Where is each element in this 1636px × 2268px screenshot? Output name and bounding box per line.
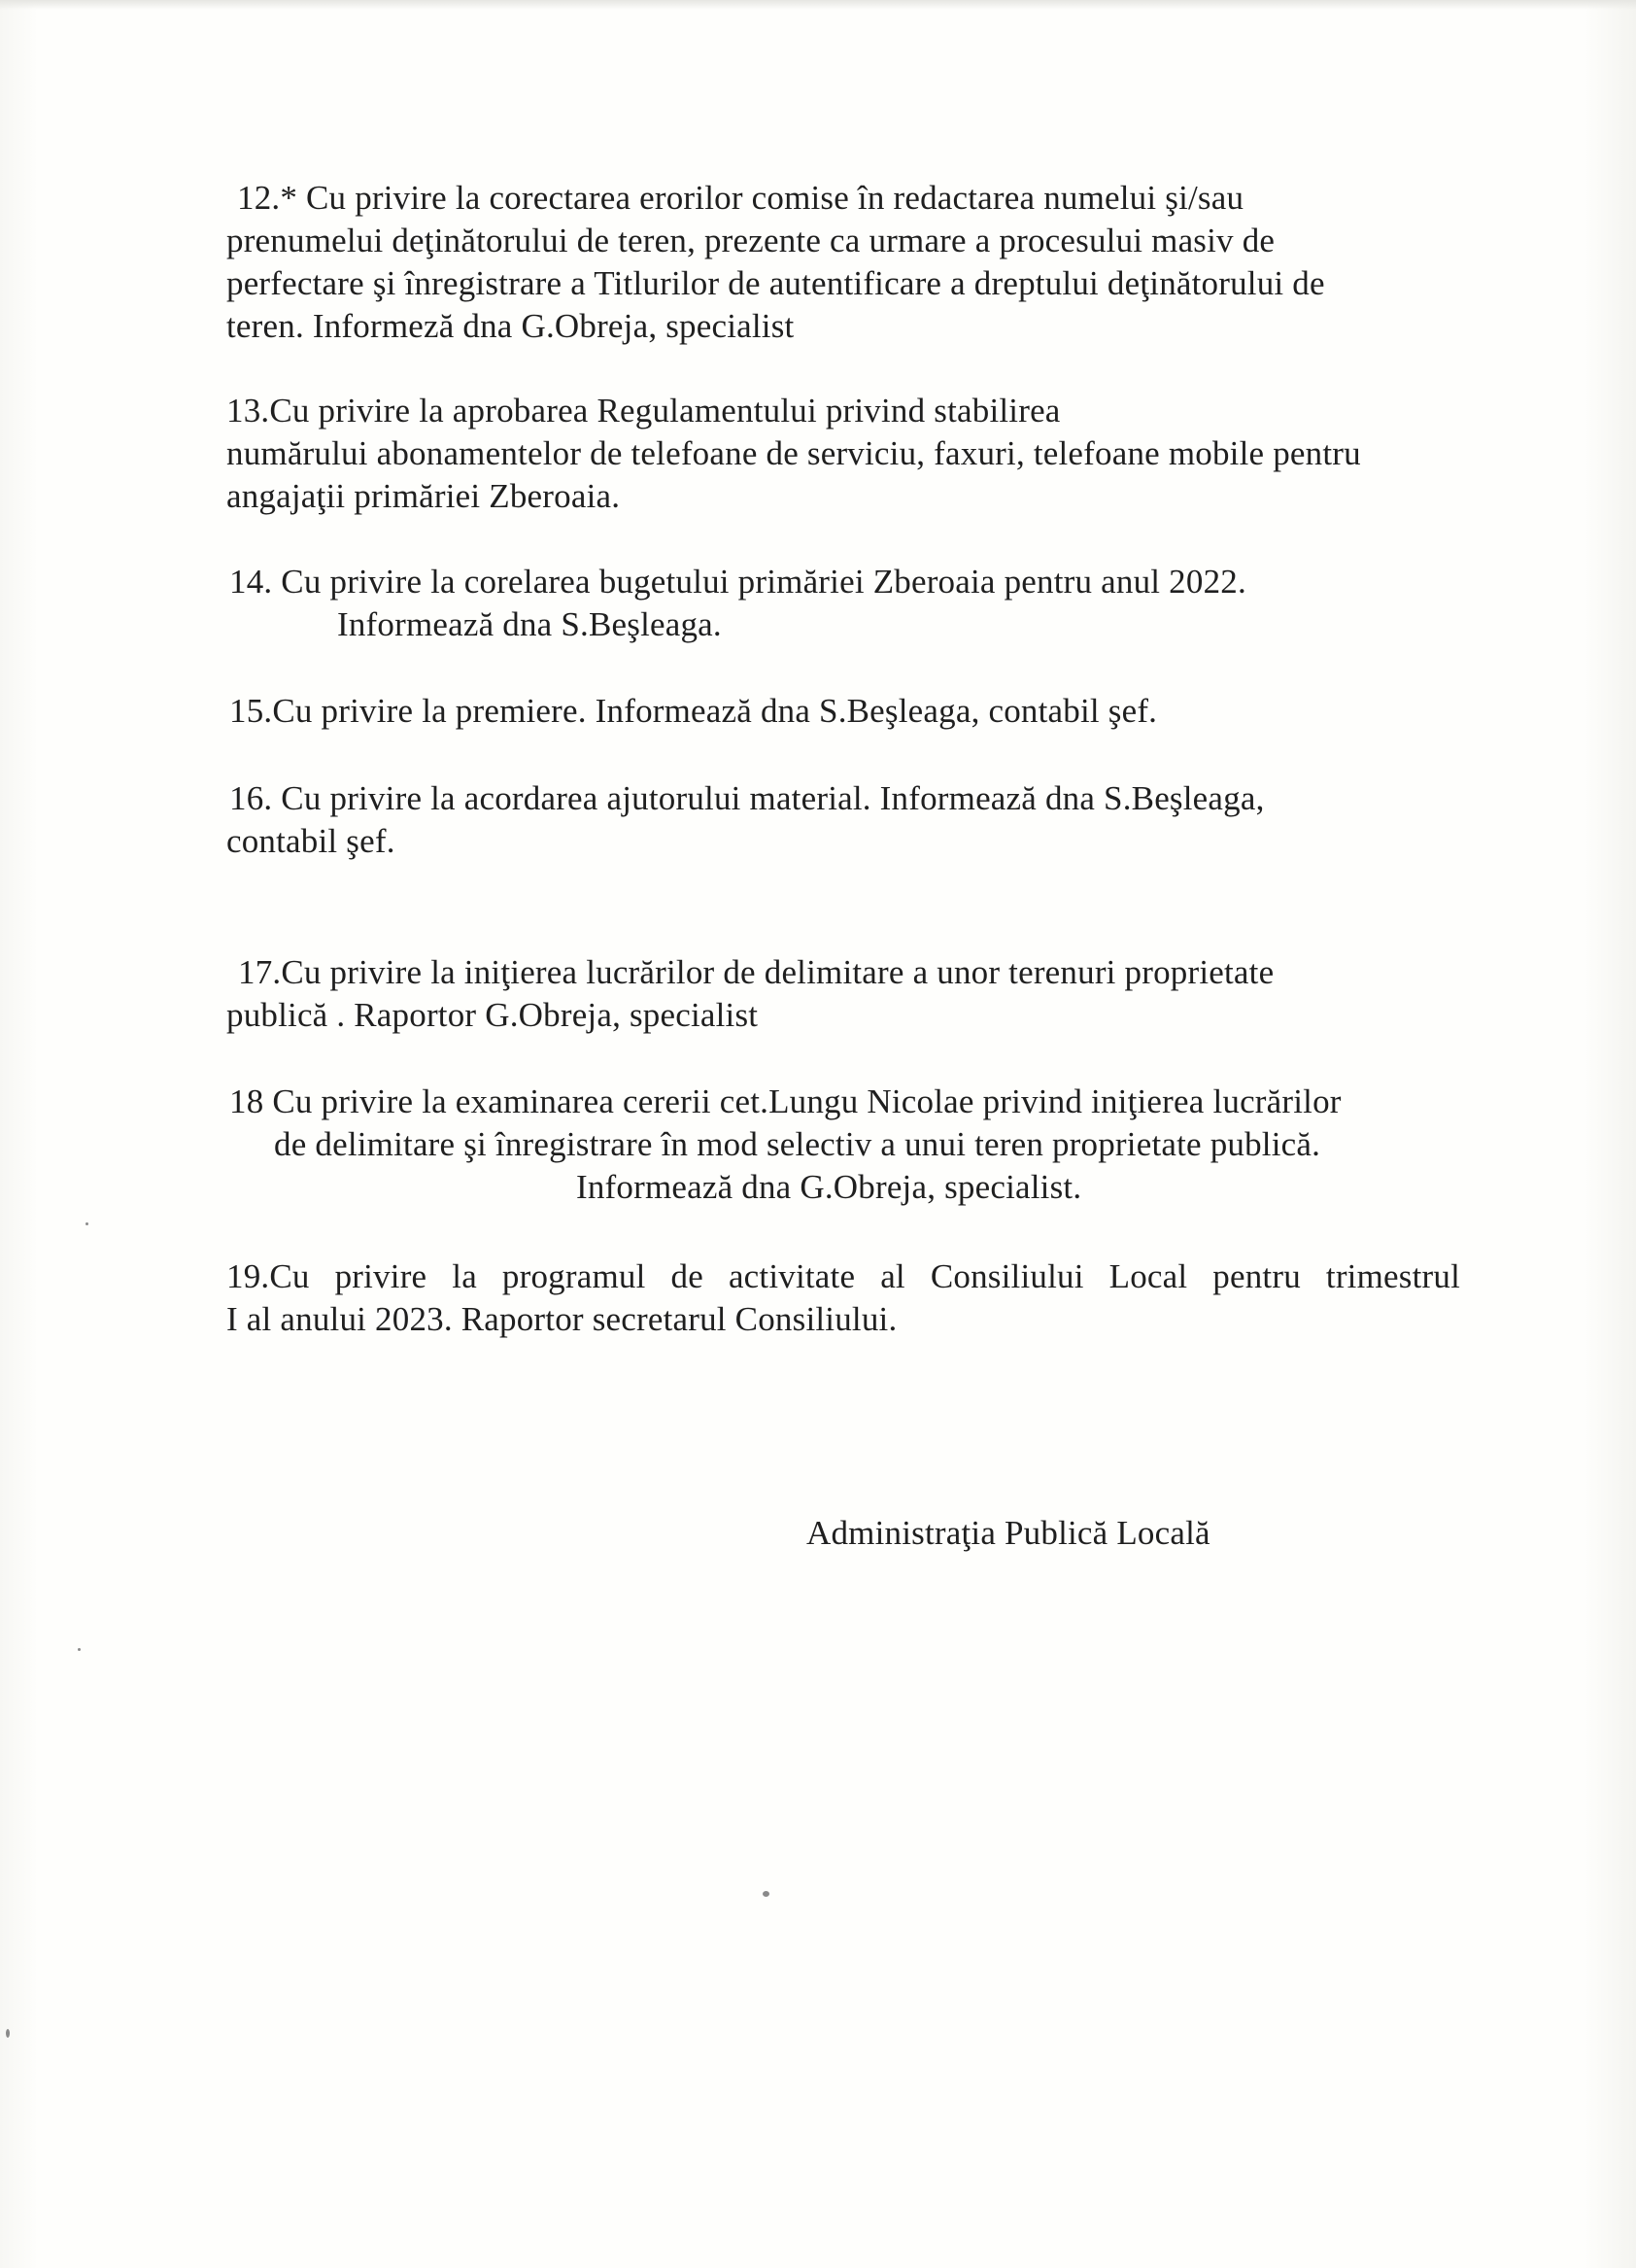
item-13-line-1: 13.Cu privire la aprobarea Regulamentului privind stabilirea [226, 392, 1061, 430]
item-12-line-2: prenumelui deţinătorului de teren, prezente ca urmare a procesului masiv de [226, 222, 1276, 259]
scan-speck [763, 1891, 769, 1897]
item-13-line-2: numărului abonamentelor de telefoane de serviciu, faxuri, telefoane mobile pentru [226, 434, 1361, 472]
item-14-line-2: Informează dna S.Beşleaga. [337, 605, 722, 643]
item-12-line-4: teren. Informeză dna G.Obreja, specialist [226, 307, 795, 345]
scan-speck [78, 1648, 81, 1651]
item-14-line-1: 14. Cu privire la corelarea bugetului primăriei Zberoaia pentru anul 2022. [229, 563, 1246, 601]
scan-edge-shadow [0, 0, 1636, 10]
scan-speck [85, 1222, 88, 1225]
item-19-line-2: I al anului 2023. Raportor secretarul Consiliului. [226, 1300, 898, 1338]
item-16-line-1: 16. Cu privire la acordarea ajutorului material. Informează dna S.Beşleaga, [229, 779, 1265, 817]
item-12-line-1: 12.* Cu privire la corectarea erorilor comise în redactarea numelui şi/sau [237, 179, 1244, 217]
scan-speck [6, 2029, 10, 2038]
signature-administration: Administraţia Publică Locală [806, 1514, 1210, 1552]
item-16-line-2: contabil şef. [226, 822, 395, 860]
item-18-line-1: 18 Cu privire la examinarea cererii cet.Lungu Nicolae privind iniţierea lucrărilor [229, 1082, 1342, 1120]
item-17-line-2: publică . Raportor G.Obreja, specialist [226, 996, 759, 1034]
item-12-line-3: perfectare şi înregistrare a Titlurilor de autentificare a dreptului deţinătorului de [226, 264, 1325, 302]
item-18-line-2: de delimitare şi înregistrare în mod selectiv a unui teren proprietate publică. [274, 1125, 1321, 1163]
item-13-line-3: angajaţii primăriei Zberoaia. [226, 477, 621, 515]
item-15-line-1: 15.Cu privire la premiere. Informează dna S.Beşleaga, contabil şef. [229, 692, 1158, 730]
item-18-line-3: Informează dna G.Obreja, specialist. [576, 1168, 1082, 1206]
item-17-line-1: 17.Cu privire la iniţierea lucrărilor de delimitare a unor terenuri proprietate [238, 953, 1275, 991]
item-19-line-1: 19.Cu privire la programul de activitate al Consiliului Local pentru trimestrul [226, 1257, 1460, 1295]
